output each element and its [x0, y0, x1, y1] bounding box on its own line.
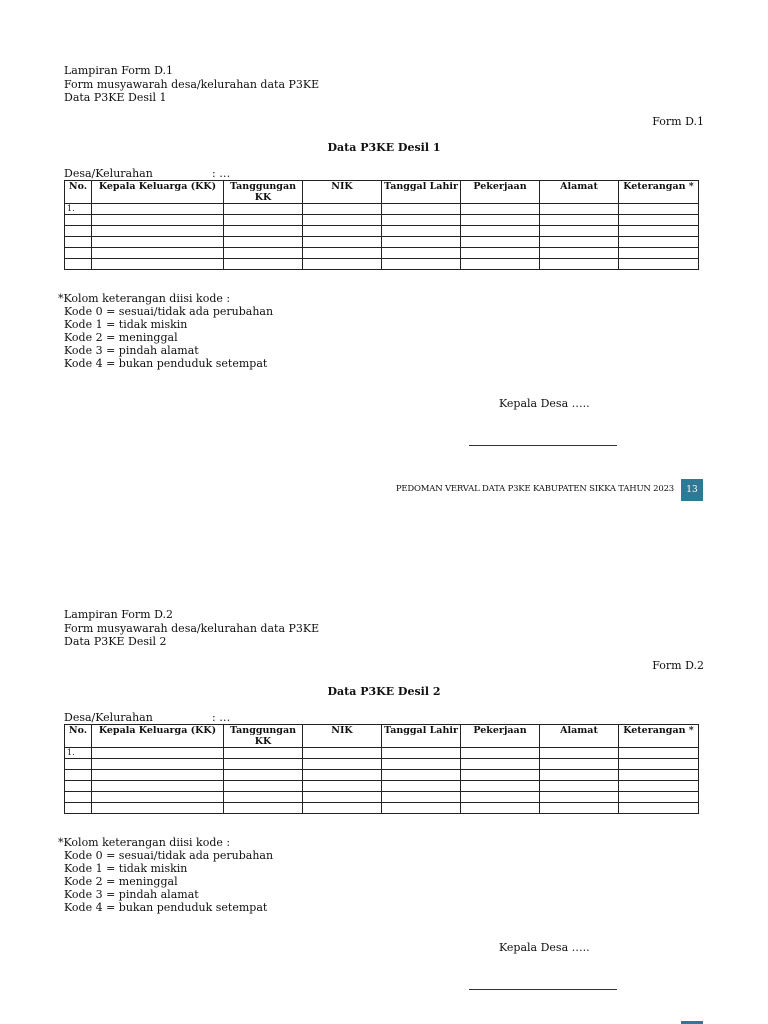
- desa-label: Desa/Kelurahan: [64, 167, 153, 180]
- column-header: Tanggungan KK: [224, 725, 303, 748]
- signature-line: [469, 989, 617, 990]
- signature-title: Kepala Desa …..: [499, 397, 590, 410]
- table-row: [65, 759, 699, 770]
- code-item: Kode 3 = pindah alamat: [64, 888, 199, 901]
- table-row: [65, 259, 699, 270]
- desa-value: : …: [212, 711, 231, 724]
- column-header: Pekerjaan: [461, 181, 540, 204]
- keterangan-notes: [58, 836, 273, 914]
- signature-line: [469, 445, 617, 446]
- table-row: [65, 237, 699, 248]
- notes-intro: *Kolom keterangan diisi kode :: [58, 836, 231, 849]
- table-header-row: [65, 181, 699, 204]
- keterangan-notes: [58, 292, 273, 370]
- page-number-badge: 13: [681, 479, 703, 501]
- code-item: Kode 0 = sesuai/tidak ada perubahan: [64, 305, 274, 318]
- desa-value: : …: [212, 167, 231, 180]
- attachment-label: Lampiran Form D.1: [64, 64, 174, 77]
- signature-title: Kepala Desa …..: [499, 941, 590, 954]
- notes-intro: *Kolom keterangan diisi kode :: [58, 292, 231, 305]
- p3ke-table: [64, 724, 699, 814]
- table-row: [65, 204, 699, 215]
- page-2: [0, 544, 768, 1024]
- form-code: Form D.2: [652, 659, 704, 672]
- code-item: Kode 2 = meninggal: [64, 331, 178, 344]
- table-row: [65, 215, 699, 226]
- p3ke-table: [64, 180, 699, 270]
- code-item: Kode 2 = meninggal: [64, 875, 178, 888]
- column-header: Keterangan *: [619, 181, 699, 204]
- form-description: Form musyawarah desa/kelurahan data P3KE: [64, 621, 320, 635]
- code-item: Kode 3 = pindah alamat: [64, 344, 199, 357]
- column-header: No.: [65, 181, 92, 204]
- form-description: Form musyawarah desa/kelurahan data P3KE: [64, 77, 320, 91]
- desa-label: Desa/Kelurahan: [64, 711, 153, 724]
- column-header: Kepala Keluarga (KK): [92, 725, 224, 748]
- row-number: 1.: [65, 748, 92, 759]
- column-header: NIK: [303, 725, 382, 748]
- code-item: Kode 0 = sesuai/tidak ada perubahan: [64, 849, 274, 862]
- code-item: Kode 4 = bukan penduduk setempat: [64, 357, 268, 370]
- column-header: Keterangan *: [619, 725, 699, 748]
- column-header: Pekerjaan: [461, 725, 540, 748]
- code-item: Kode 1 = tidak miskin: [64, 862, 188, 875]
- column-header: NIK: [303, 181, 382, 204]
- table-row: [65, 248, 699, 259]
- attachment-header: [64, 64, 319, 105]
- table-row: [65, 792, 699, 803]
- footer-text: PEDOMAN VERVAL DATA P3KE KABUPATEN SIKKA TAHUN 2023: [395, 484, 674, 494]
- column-header: Tanggal Lahir: [382, 181, 461, 204]
- column-header: No.: [65, 725, 92, 748]
- code-item: Kode 1 = tidak miskin: [64, 318, 188, 331]
- data-subtitle: Data P3KE Desil 2: [64, 635, 167, 648]
- column-header: Tanggal Lahir: [382, 725, 461, 748]
- column-header: Alamat: [540, 181, 619, 204]
- column-header: Kepala Keluarga (KK): [92, 181, 224, 204]
- row-number: 1.: [65, 204, 92, 215]
- table-row: [65, 781, 699, 792]
- form-title: Data P3KE Desil 1: [327, 141, 441, 154]
- table-row: [65, 803, 699, 814]
- desa-kelurahan-row: [64, 167, 231, 180]
- table-row: [65, 770, 699, 781]
- column-header: Alamat: [540, 725, 619, 748]
- form-code: Form D.1: [652, 115, 704, 128]
- code-item: Kode 4 = bukan penduduk setempat: [64, 901, 268, 914]
- form-title: Data P3KE Desil 2: [327, 685, 441, 698]
- table-header-row: [65, 725, 699, 748]
- attachment-header: [64, 608, 319, 649]
- column-header: Tanggungan KK: [224, 181, 303, 204]
- table-row: [65, 748, 699, 759]
- attachment-label: Lampiran Form D.2: [64, 608, 174, 621]
- data-subtitle: Data P3KE Desil 1: [64, 91, 167, 104]
- desa-kelurahan-row: [64, 711, 231, 724]
- table-row: [65, 226, 699, 237]
